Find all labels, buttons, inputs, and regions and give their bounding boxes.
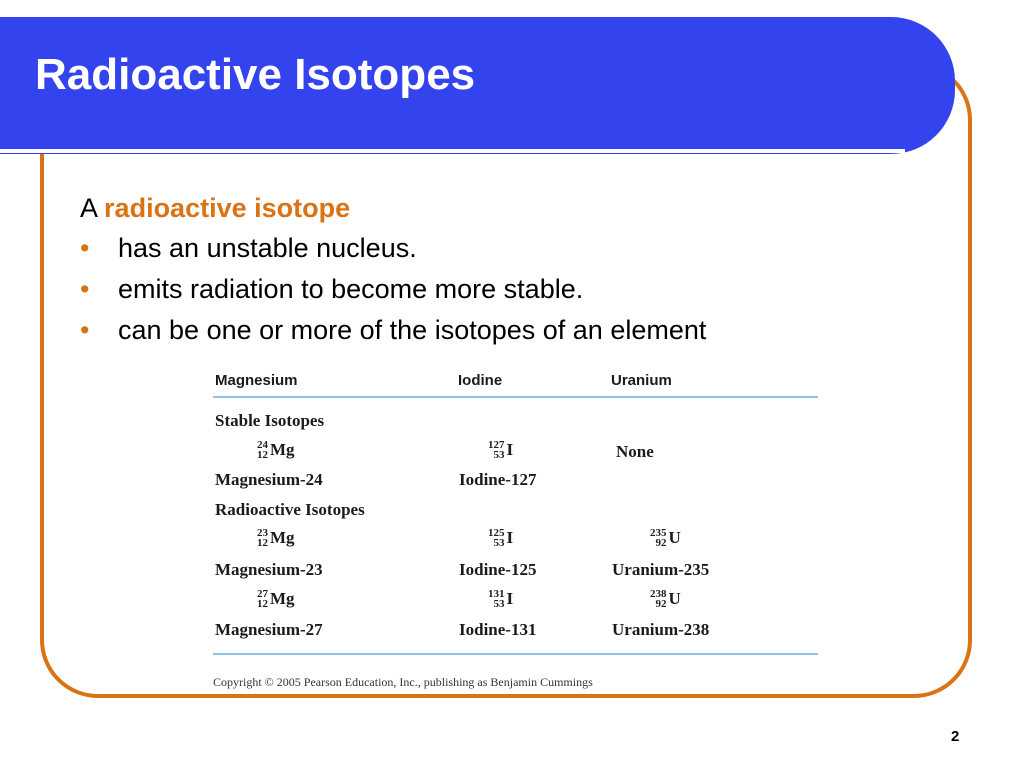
nuclide-mg-27 — [257, 589, 295, 609]
element-symbol: Mg — [270, 589, 295, 608]
nuclide-i-125 — [488, 528, 513, 548]
intro-line — [80, 192, 350, 224]
bullet-item — [80, 272, 706, 313]
intro-prefix: A — [80, 193, 97, 223]
element-symbol: I — [506, 589, 514, 608]
atomic-number: 12 — [257, 449, 268, 461]
radioactive-isotopes-label: Radioactive Isotopes — [215, 500, 365, 519]
element-symbol: Mg — [270, 440, 295, 459]
element-symbol: I — [506, 528, 514, 547]
nuclide-i-127 — [488, 440, 513, 460]
mass-number: 238 — [650, 588, 667, 600]
atomic-number: 92 — [655, 598, 667, 610]
nuclide-u-238 — [650, 589, 681, 609]
copyright-notice: Copyright © 2005 Pearson Education, Inc., publishing as Benjamin Cummings — [213, 675, 593, 689]
nuclide-u-235 — [650, 528, 681, 548]
uranium-stable-none: None — [616, 442, 654, 461]
isotope-name: Magnesium-24 — [215, 470, 323, 489]
element-symbol: U — [668, 528, 681, 547]
bullet-text: can be one or more of the isotopes of an element — [118, 315, 707, 345]
isotope-name: Uranium-235 — [612, 560, 710, 579]
element-symbol: I — [506, 440, 514, 459]
mass-number: 27 — [257, 588, 268, 600]
mass-number: 235 — [650, 527, 667, 539]
isotope-name: Iodine-125 — [459, 560, 537, 579]
atomic-number: 53 — [493, 598, 505, 610]
isotope-name: Iodine-127 — [459, 470, 537, 489]
stable-isotopes-label: Stable Isotopes — [215, 411, 325, 430]
table-top-rule — [213, 396, 818, 398]
mass-number: 127 — [488, 439, 505, 451]
nuclide-mg-24 — [257, 440, 295, 460]
mass-number: 131 — [488, 588, 505, 600]
bullet-list — [80, 231, 706, 354]
atomic-number: 53 — [493, 537, 505, 549]
bullet-text: has an unstable nucleus. — [118, 233, 417, 263]
element-symbol: U — [668, 589, 681, 608]
isotope-table-figure — [213, 366, 818, 696]
bullet-icon: • — [80, 274, 90, 304]
title-underline — [0, 149, 905, 153]
atomic-number: 12 — [257, 598, 268, 610]
bullet-icon: • — [80, 233, 90, 263]
isotope-name: Magnesium-27 — [215, 620, 323, 639]
isotope-name: Iodine-131 — [459, 620, 537, 639]
bullet-item — [80, 313, 706, 354]
column-header-uranium: Uranium — [611, 372, 672, 389]
column-header-iodine: Iodine — [458, 372, 503, 389]
slide-title: Radioactive Isotopes — [35, 50, 476, 99]
column-header-magnesium: Magnesium — [215, 372, 298, 389]
atomic-number: 12 — [257, 537, 268, 549]
mass-number: 125 — [488, 527, 505, 539]
bullet-text: emits radiation to become more stable. — [118, 274, 584, 304]
bullet-item — [80, 231, 706, 272]
intro-term: radioactive isotope — [104, 193, 351, 223]
nuclide-i-131 — [488, 589, 513, 609]
page-number: 2 — [951, 728, 960, 745]
atomic-number: 92 — [655, 537, 667, 549]
isotope-name: Uranium-238 — [612, 620, 710, 639]
isotope-name: Magnesium-23 — [215, 560, 323, 579]
element-symbol: Mg — [270, 528, 295, 547]
nuclide-mg-23 — [257, 528, 295, 548]
mass-number: 24 — [257, 439, 268, 451]
bullet-icon: • — [80, 315, 90, 345]
table-bottom-rule — [213, 653, 818, 655]
mass-number: 23 — [257, 527, 268, 539]
atomic-number: 53 — [493, 449, 505, 461]
